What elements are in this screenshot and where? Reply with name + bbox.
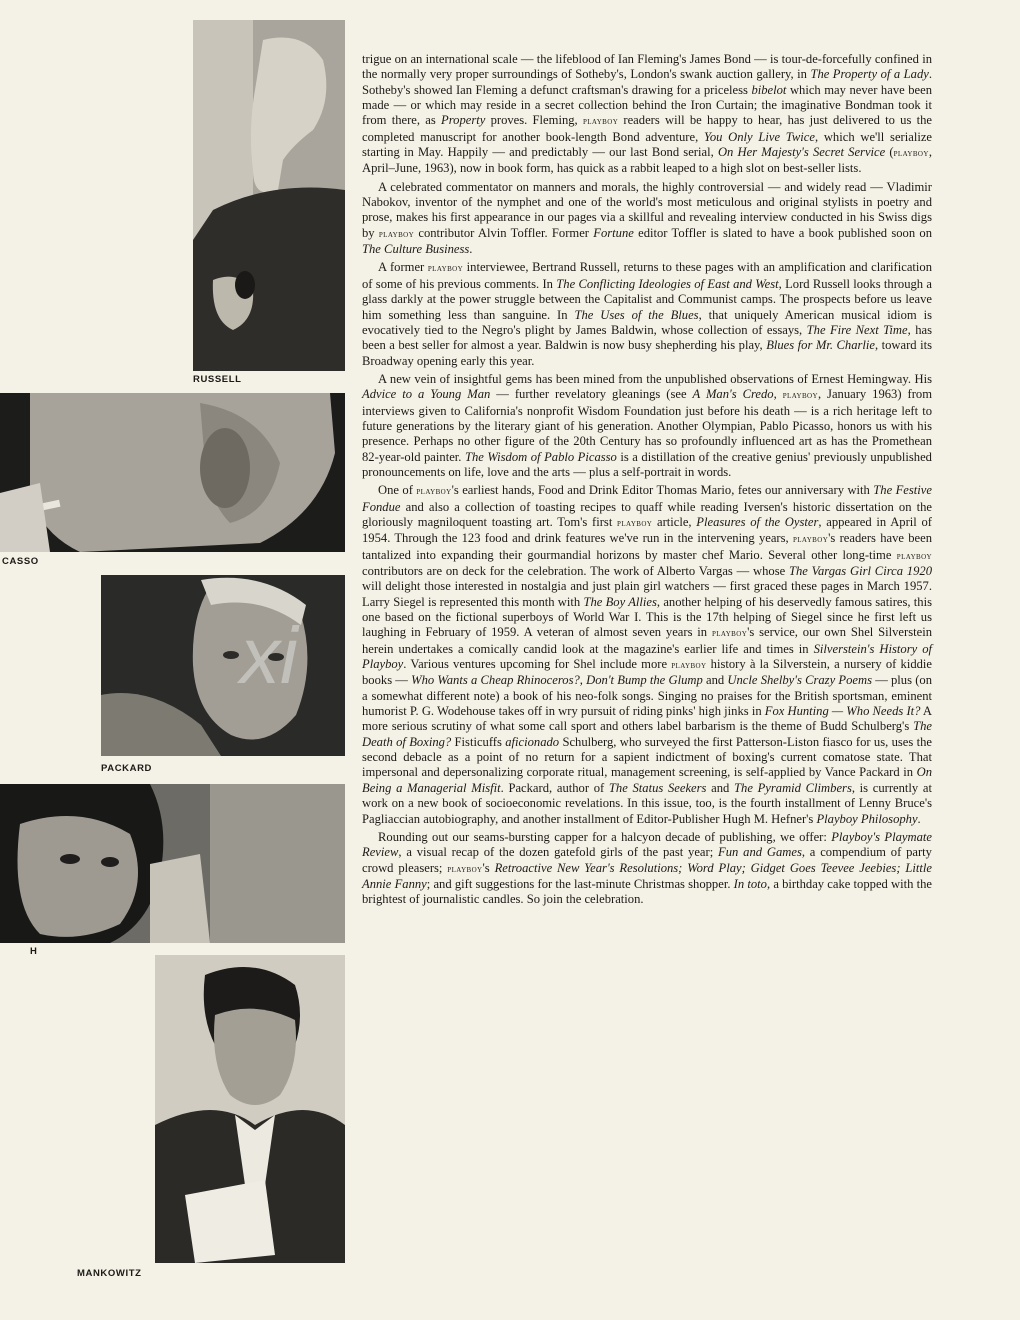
playboy-smallcaps: playboy	[893, 147, 929, 160]
italic-title: The Uses of the Blues	[574, 307, 699, 322]
paragraph-2	[362, 180, 932, 258]
text-run: contributors are on deck for the celebration. The work of Alberto Vargas — whose	[362, 564, 789, 578]
caption-roth: H	[30, 946, 38, 957]
text-run: 's service, our own Shel Silverstein herein undertakes a comically candid look at the magazine's earlier life and times in	[362, 625, 932, 656]
italic-title: Silverstein's History of Playboy	[362, 641, 933, 672]
mankowitz-photo	[155, 955, 345, 1263]
text-run: — further revelatory gleanings (see	[490, 387, 693, 402]
text-run: — plus (on a somewhat different note) a book of his neo-folk songs. Singing no praises for the British sportsman, eminent humorist P. G. Wodehouse takes off in wry pursuit of riding pinks' high jinks in	[362, 673, 933, 719]
roth-photo	[0, 784, 345, 943]
text-run: , January 1963) from interviews given to California's nonprofit Wisdom Foundation just before his death — is a rich heritage left to future generations by the literary giant of his generation. Another Olympian, Pablo Picasso, honors us with his presence. Perhaps no other figure of the 20th Century has so profoundly influenced art as has the Promethean 82-year-old painter.	[362, 387, 932, 464]
text-run: . Packard, author of	[500, 780, 609, 795]
text-run: , toward its Broadway opening early this year.	[362, 338, 932, 368]
text-run: . Sotheby's showed Ian Fleming a defunct craftsman's drawing for a priceless	[362, 67, 932, 97]
playboy-smallcaps: playboy	[711, 627, 748, 640]
text-run: 's earliest hands, Food and Drink Editor Thomas Mario, fetes our anniversary with	[451, 483, 874, 498]
paragraph-3	[362, 260, 932, 368]
paragraph-6	[362, 830, 932, 908]
text-run: Schulberg, who surveyed the first Patterson-Liston fiasco for us, uses the second debacle as a point of no return for a sapient indictment of boxing's current comatose state. That impersonal and depersonalizing corporate ritual, management screening, is self-applied by Vance Packard in	[362, 734, 932, 780]
text-run: is a distillation of the creative genius' previously unpublished pronouncements on life, love and the arts — plus a self-portrait in words.	[362, 449, 932, 479]
text-run: Rounding out our seams-bursting capper for a halcyon decade of publishing, we offer:	[378, 829, 832, 844]
text-run: editor Toffler is slated to have a book published soon on	[633, 225, 933, 240]
text-run: , that uniquely American musical idiom is evocatively tied to the Negro's plight by James Baldwin, whose collection of essays,	[362, 307, 932, 337]
italic-title: Uncle Shelby's Crazy Poems	[727, 673, 872, 688]
text-run: , a visual recap of the dozen gatefold girls of the past year;	[398, 845, 719, 860]
italic-title: A Man's Credo	[692, 387, 774, 402]
text-run: and	[702, 673, 728, 688]
playboy-smallcaps: playboy	[582, 115, 619, 128]
italic-title: On Her Majesty's Secret Service	[717, 145, 886, 160]
italic-title: The Conflicting Ideologies of East and West	[556, 276, 779, 291]
text-run: trigue on an international scale — the lifeblood of Ian Fleming's James Bond — is tour-de-forcefully confined in the normally very proper surroundings of Sotheby's, London's swank auction gallery, in	[362, 52, 932, 82]
italic-title: The Wisdom of Pablo Picasso	[464, 449, 617, 464]
text-run: A former	[378, 260, 428, 275]
italic-title: Playboy Philosophy	[816, 811, 918, 826]
italic-title: You Only Live Twice	[703, 129, 815, 144]
text-run: proves. Fleming,	[485, 113, 583, 128]
text-run: A new vein of insightful gems has been mined from the unpublished observations of Ernest Hemingway. His	[378, 371, 932, 386]
italic-title: In toto	[733, 876, 767, 891]
italic-title: Fortune	[593, 225, 634, 240]
italic-title: Blues for Mr. Charlie	[766, 338, 875, 353]
text-run: , which we'll serialize starting in May. Happily — and predictably — our last Bond serial,	[362, 129, 932, 160]
text-run: , another helping of his deservedly famous satires, this one based on the fictional superboys of World War I. This is the 17th helping of Siegel since he first left us laughing in February of 1959. A veteran of almost seven years in	[362, 594, 932, 640]
paragraph-4	[362, 372, 932, 480]
paragraph-5	[362, 483, 932, 827]
italic-title: Pleasures of the Oyster	[696, 514, 819, 529]
text-run: and	[706, 780, 735, 795]
text-run: One of	[378, 483, 417, 498]
caption-packard: PACKARD	[101, 763, 152, 774]
text-run: 's	[482, 860, 495, 875]
text-run: , appeared in April of 1954. Through the 123 food and drink features we've run in the intervening years,	[362, 514, 932, 546]
italic-title: The Property of a Lady	[810, 67, 929, 82]
italic-title: Advice to a Young Man	[362, 387, 491, 402]
italic-title: aficionado	[505, 734, 560, 749]
text-run: , a compendium of party crowd pleasers;	[362, 845, 932, 875]
playboy-smallcaps: playboy	[427, 262, 464, 275]
text-run: , April–June, 1963), now in book form, has quick as a rabbit leaped to a high slot on best-seller lists.	[362, 145, 932, 176]
playboy-smallcaps: playboy	[792, 533, 829, 546]
italic-title: The Pyramid Climbers	[734, 780, 852, 795]
italic-title: Property	[441, 113, 486, 128]
italic-title: The Death of Boxing?	[362, 719, 932, 749]
italic-title: The Culture Business	[362, 242, 470, 257]
text-run: A celebrated commentator on manners and morals, the highly controversial — and widely read — Vladimir Nabokov, inventor of the nymphet and one of the world's most meticulous and original stylists in poetry and prose, makes his first appearance in our pages via a skillful and revealing interview conducted in his Swiss digs by	[362, 179, 932, 240]
italic-title: Retroactive New Year's Resolutions; Word Play; Gidget Goes Teevee Jeebies; Little Annie Fanny	[362, 860, 932, 891]
caption-russell: RUSSELL	[193, 374, 242, 385]
text-run: . Various ventures upcoming for Shel include more	[403, 657, 672, 672]
paragraph-1	[362, 52, 932, 177]
text-run: contributor Alvin Toffler. Former	[414, 225, 594, 240]
playboy-smallcaps: playboy	[378, 227, 415, 240]
italic-title: The Boy Allies	[583, 594, 657, 609]
text-run: 's readers have been tantalized into expanding their gourmandial horizons by master chef Mario. Several other long-time	[362, 531, 932, 562]
text-run: A more serious scrutiny of what some call sport and others label barbarism is the theme of Budd Schulberg's	[362, 704, 932, 734]
caption-picasso: CASSO	[2, 556, 39, 567]
playboy-smallcaps: playboy	[896, 549, 932, 562]
playboy-smallcaps: playboy	[671, 659, 707, 672]
playboy-smallcaps: playboy	[782, 389, 818, 402]
italic-title: Fox Hunting — Who Needs It?	[764, 704, 921, 719]
playboy-smallcaps: playboy	[416, 485, 452, 498]
playboy-smallcaps: playboy	[447, 862, 483, 875]
text-run: will delight those interested in nostalgia and just plain girl watchers — first graced these pages in March 1957. Larry Siegel is represented this month with	[362, 579, 932, 609]
italic-title: Fun and Games	[718, 845, 802, 860]
watermark: xi	[240, 611, 298, 700]
text-run: (	[885, 145, 894, 160]
text-run: Fisticuffs	[451, 734, 506, 749]
text-run: history à la Silverstein, a nursery of kiddie books —	[362, 657, 932, 688]
playboy-smallcaps: playboy	[617, 516, 653, 529]
italic-title: On Being a Managerial Misfit	[362, 765, 932, 795]
italic-title: The Fire Next Time	[806, 322, 908, 337]
text-run: , a birthday cake topped with the brightest of journalistic candles. So join the celebration.	[362, 876, 933, 907]
text-run: , has been a best seller for almost a year. Baldwin is now busy shepherding his play,	[362, 322, 932, 353]
text-run: , Lord Russell looks through a glass darkly at the power struggle between the Capitalist and Communist camps. The prospects before us leave him something less than sanguine. In	[362, 276, 932, 322]
text-run: interviewee, Bertrand Russell, returns to these pages with an amplification and clarification of some of his previous comments. In	[362, 260, 933, 291]
text-run: .	[469, 242, 473, 257]
text-run: article,	[652, 514, 697, 529]
caption-mankowitz: MANKOWITZ	[77, 1268, 142, 1279]
text-run: ,	[773, 387, 783, 402]
italic-title: bibelot	[751, 82, 787, 97]
text-run: which may never have been made — or which may reside in a secret collection behind the Iron Curtain; the imaginative Bondman took it from there, as	[362, 82, 932, 128]
text-run: .	[917, 811, 921, 826]
text-run: and also a collection of toasting recipes to quaff while reading Iversen's historic dissertation on the gloriously magniloquent toasting art. Tom's first	[362, 499, 932, 529]
article-body	[362, 52, 932, 911]
russell-photo	[193, 20, 345, 371]
text-run: ; and gift suggestions for the last-minute Christmas shopper.	[426, 876, 734, 891]
italic-title: The Vargas Girl Circa 1920	[789, 564, 932, 578]
italic-title: Playboy's Playmate Review	[362, 829, 932, 860]
text-run: , is currently at work on a new book of socioeconomic revelations. In this issue, too, is the fourth installment of Lenny Bruce's Pagliaccian autobiography, and another installment of Editor-Publisher Hugh M. Hefner's	[362, 780, 933, 826]
italic-title: The Status Seekers	[608, 780, 707, 795]
text-run: readers will be happy to hear, has just delivered to us the completed manuscript for another book-length Bond adventure,	[362, 113, 933, 144]
italic-title: Who Wants a Cheap Rhinoceros?, Don't Bump the Glump	[411, 673, 703, 688]
packard-photo	[101, 575, 345, 756]
italic-title: The Festive Fondue	[362, 483, 932, 514]
picasso-photo	[0, 393, 345, 552]
